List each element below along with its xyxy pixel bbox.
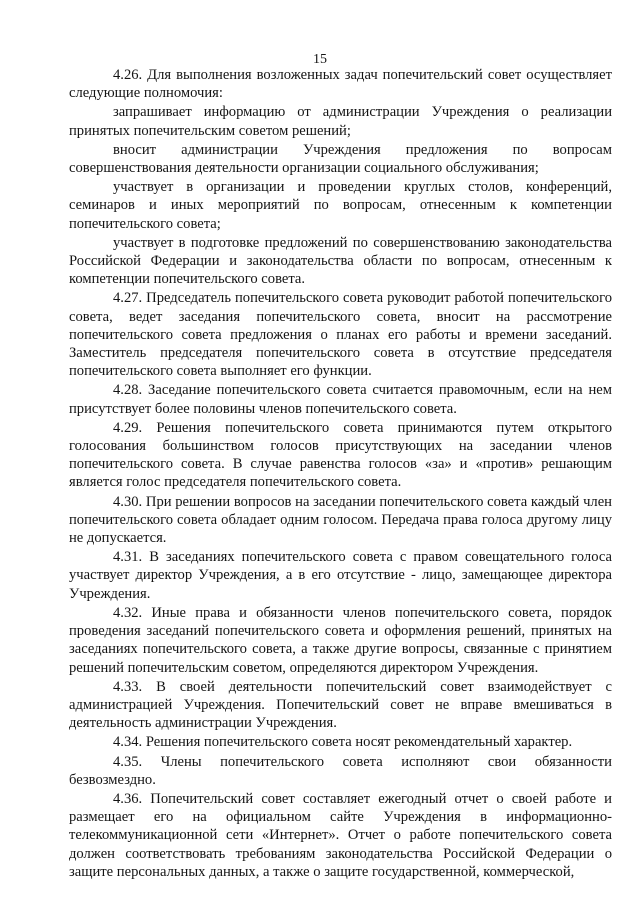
paragraph-4-26: 4.26. Для выполнения возложенных задач попечительский совет осуществляет следующие полномочия:	[69, 67, 612, 102]
paragraph-4-29: 4.29. Решения попечительского совета принимаются путем открытого голосования большинством голосов присутствующих на заседании членов попечительского совета. В случае равенства голосов «за» и «против» решающим является голос председателя попечительского совета.	[69, 419, 612, 491]
paragraph-4-34: 4.34. Решения попечительского совета носят рекомендательный характер.	[113, 734, 573, 751]
paragraph-4-31: 4.31. В заседаниях попечительского совета с правом совещательного голоса участвует директор Учреждения, а в его отсутствие - лицо, замещающее директора Учреждения.	[69, 549, 612, 602]
list-item-submit-proposals: вносит администрации Учреждения предложения по вопросам совершенствования деятельности организации социального обслуживания;	[69, 141, 612, 177]
paragraph-4-33: 4.33. В своей деятельности попечительский совет взаимодействует с администрацией Учреждения. Попечительский совет не вправе вмешиваться в деятельность администрации Учреждения.	[69, 678, 612, 732]
paragraph-4-32: 4.32. Иные права и обязанности членов попечительского совета, порядок проведения заседаний попечительского совета и оформления решений, принятых на заседаниях попечительского совета, а также другие вопросы, связанные с принятием решений попечительским советом, определяются директором Учреждения.	[69, 604, 612, 676]
paragraph-4-28: 4.28. Заседание попечительского совета считается правомочным, если на нем присутствует более половины членов попечительского совета.	[69, 382, 612, 417]
document-body	[69, 66, 612, 881]
page-number: 15	[313, 52, 327, 67]
paragraph-4-36: 4.36. Попечительский совет составляет ежегодный отчет о своей работе и размещает его на официальном сайте Учреждения в информационно-телекоммуникационной сети «Интернет». Отчет о работе попечительского совета должен соответствовать требованиям законодательства Российской Федерации о защите персональных данных, а также о защите государственной, коммерческой,	[69, 790, 612, 880]
paragraph-4-30: 4.30. При решении вопросов на заседании попечительского совета каждый член попечительского совета обладает одним голосом. Передача права голоса другому лицу не допускается.	[69, 493, 612, 547]
list-item-organize-events: участвует в организации и проведении круглых столов, конференций, семинаров и иных мероприятий по вопросам, отнесенным к компетенции попечительского совета;	[69, 179, 612, 232]
list-item-legislation-proposals: участвует в подготовке предложений по совершенствованию законодательства Российской Федерации и законодательства области по вопросам, отнесенным к компетенции попечительского совета.	[69, 234, 612, 288]
paragraph-4-27: 4.27. Председатель попечительского совета руководит работой попечительского совета, ведет заседания попечительского совета, вносит на рассмотрение попечительского совета предложения о планах его работы и времени заседаний. Заместитель председателя попечительского совета в отсутствие председателя попечительского совета выполняет его функции.	[69, 290, 612, 380]
paragraph-4-35: 4.35. Члены попечительского совета исполняют свои обязанности безвозмездно.	[69, 753, 612, 788]
list-item-request-information: запрашивает информацию от администрации Учреждения о реализации принятых попечительским советом решений;	[69, 104, 612, 139]
